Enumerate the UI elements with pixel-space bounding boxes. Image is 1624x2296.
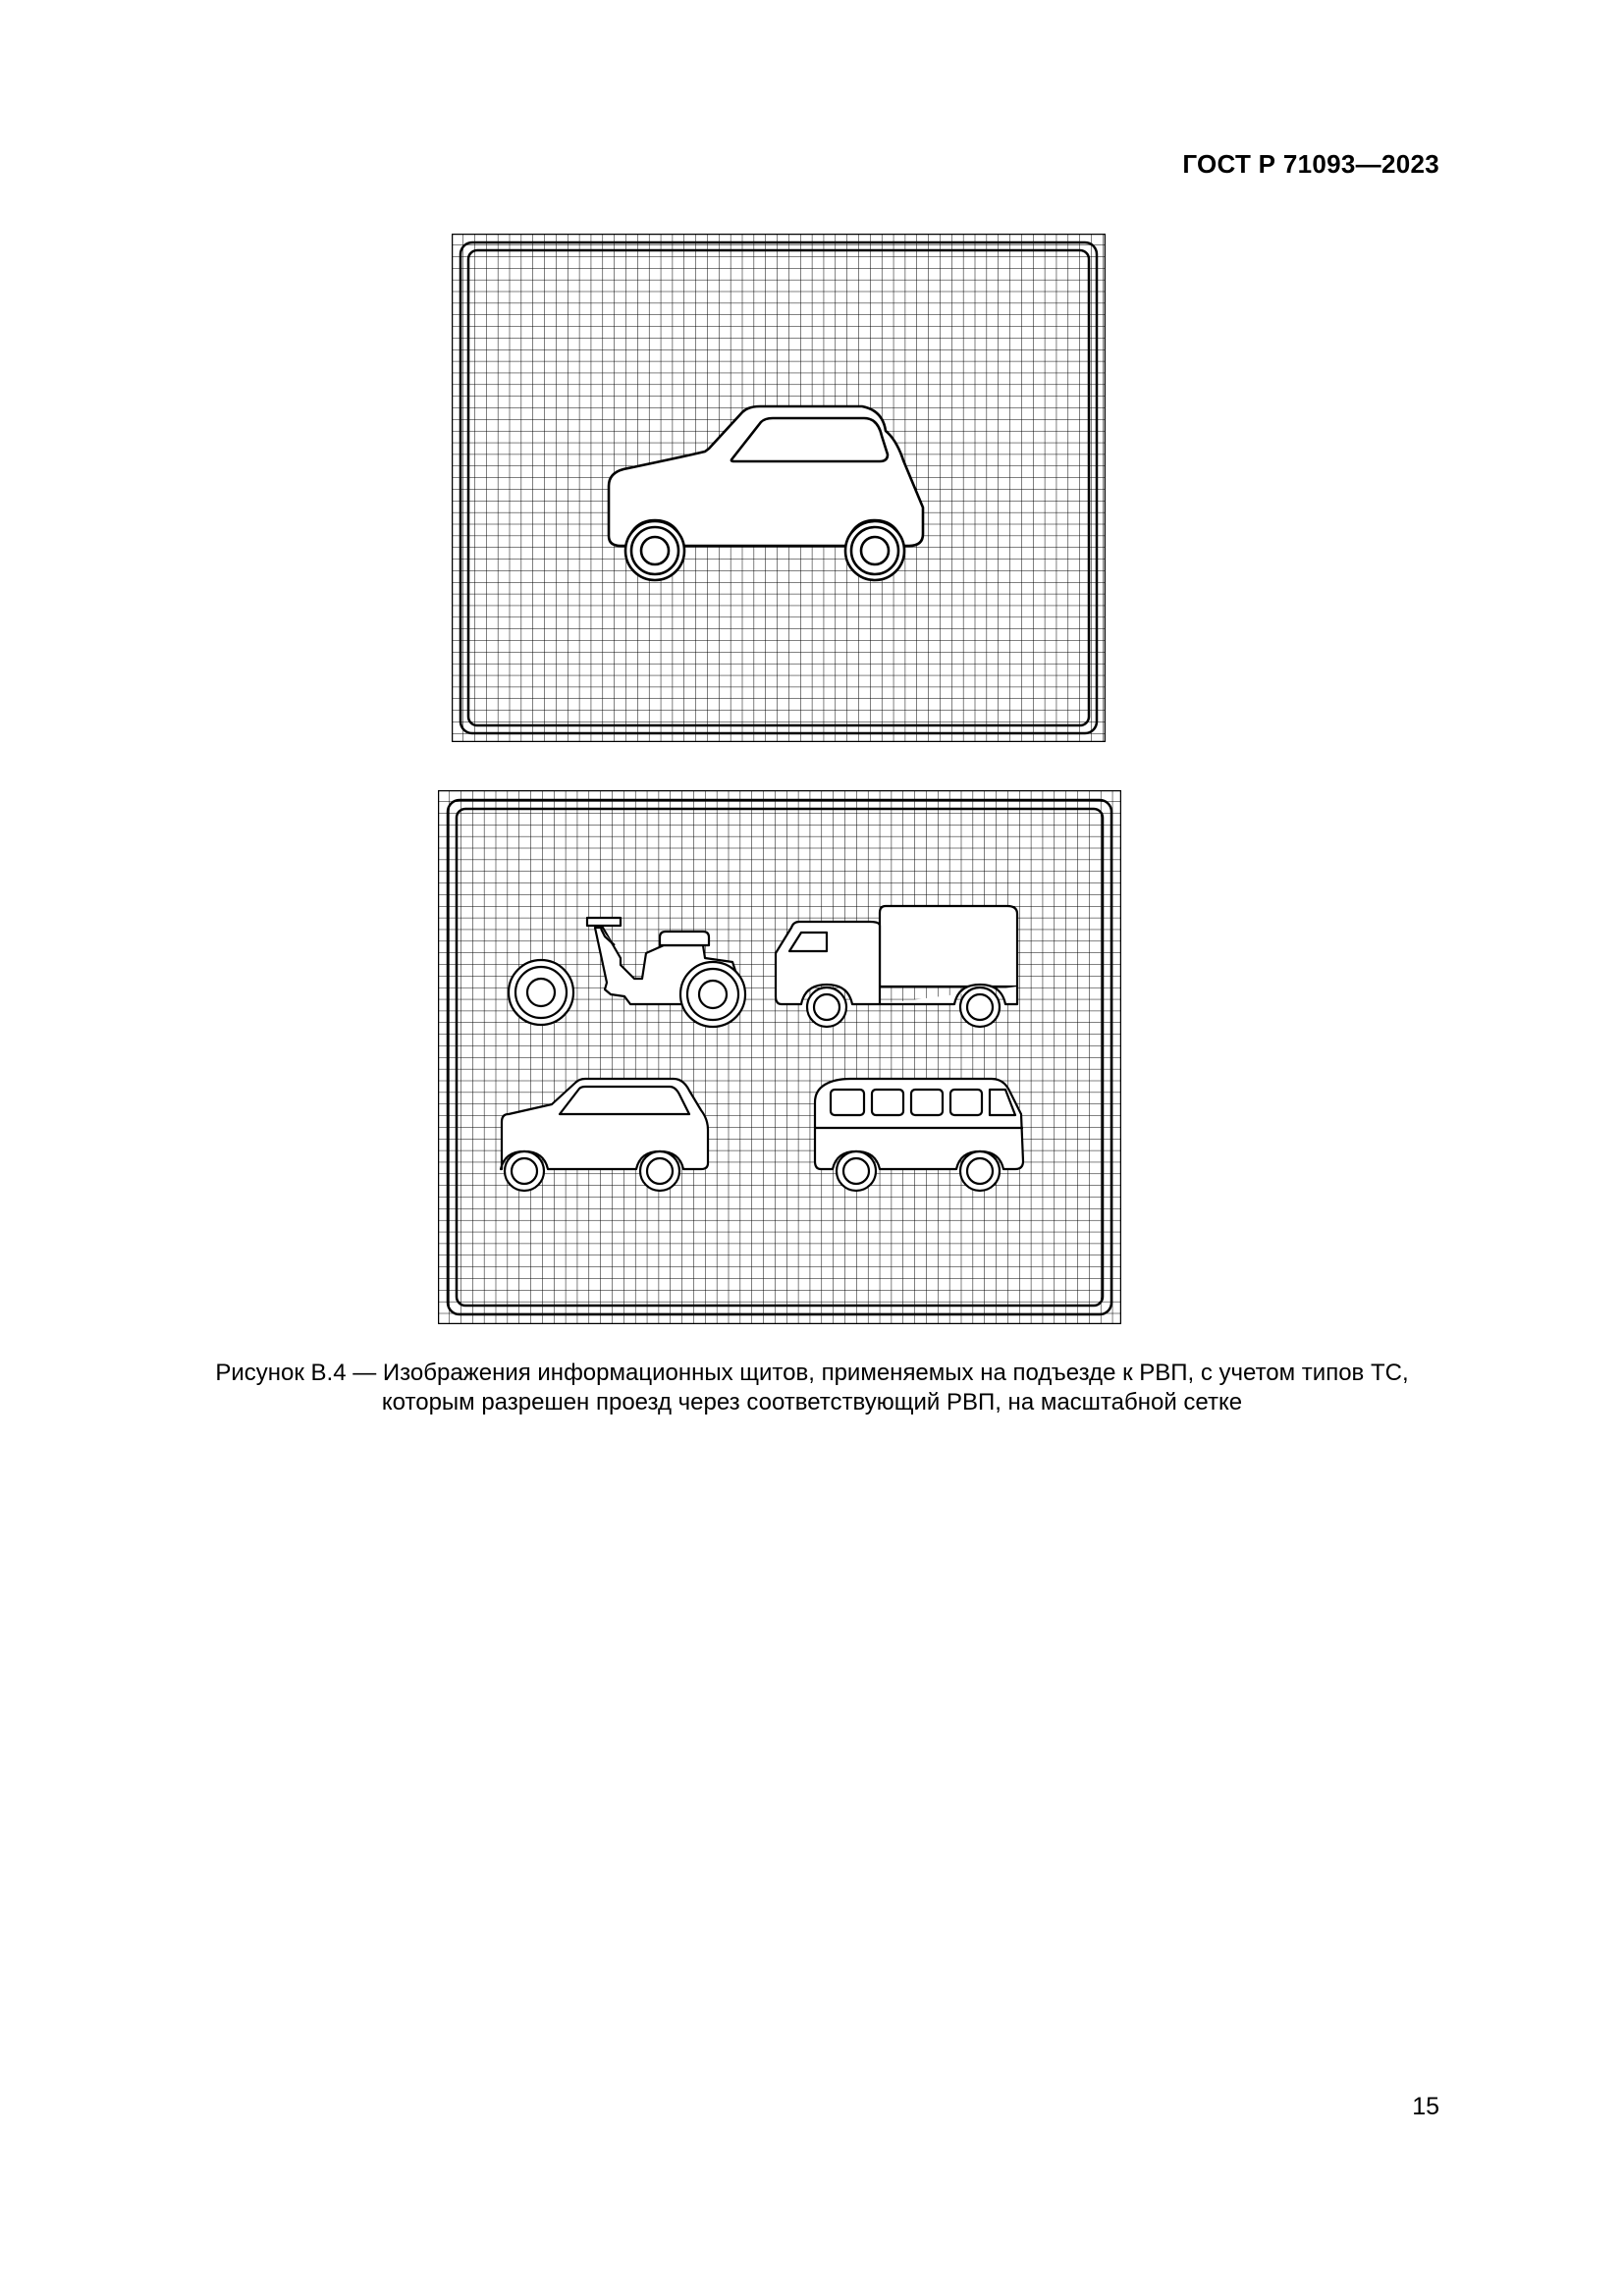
caption-line-1: Рисунок В.4 — Изображения информационных щитов, применяемых на подъезде к РВП, с учетом типов ТС, xyxy=(215,1360,1409,1386)
page-number: 15 xyxy=(1412,2093,1439,2120)
sign-panel-car xyxy=(452,234,1106,742)
figure-caption xyxy=(98,1359,1526,1417)
sign-panel-vehicle-types xyxy=(438,790,1121,1324)
document-header: ГОСТ Р 71093—2023 xyxy=(1182,149,1439,179)
caption-line-2: которым разрешен проезд через соответствующий РВП, на масштабной сетке xyxy=(381,1389,1243,1415)
